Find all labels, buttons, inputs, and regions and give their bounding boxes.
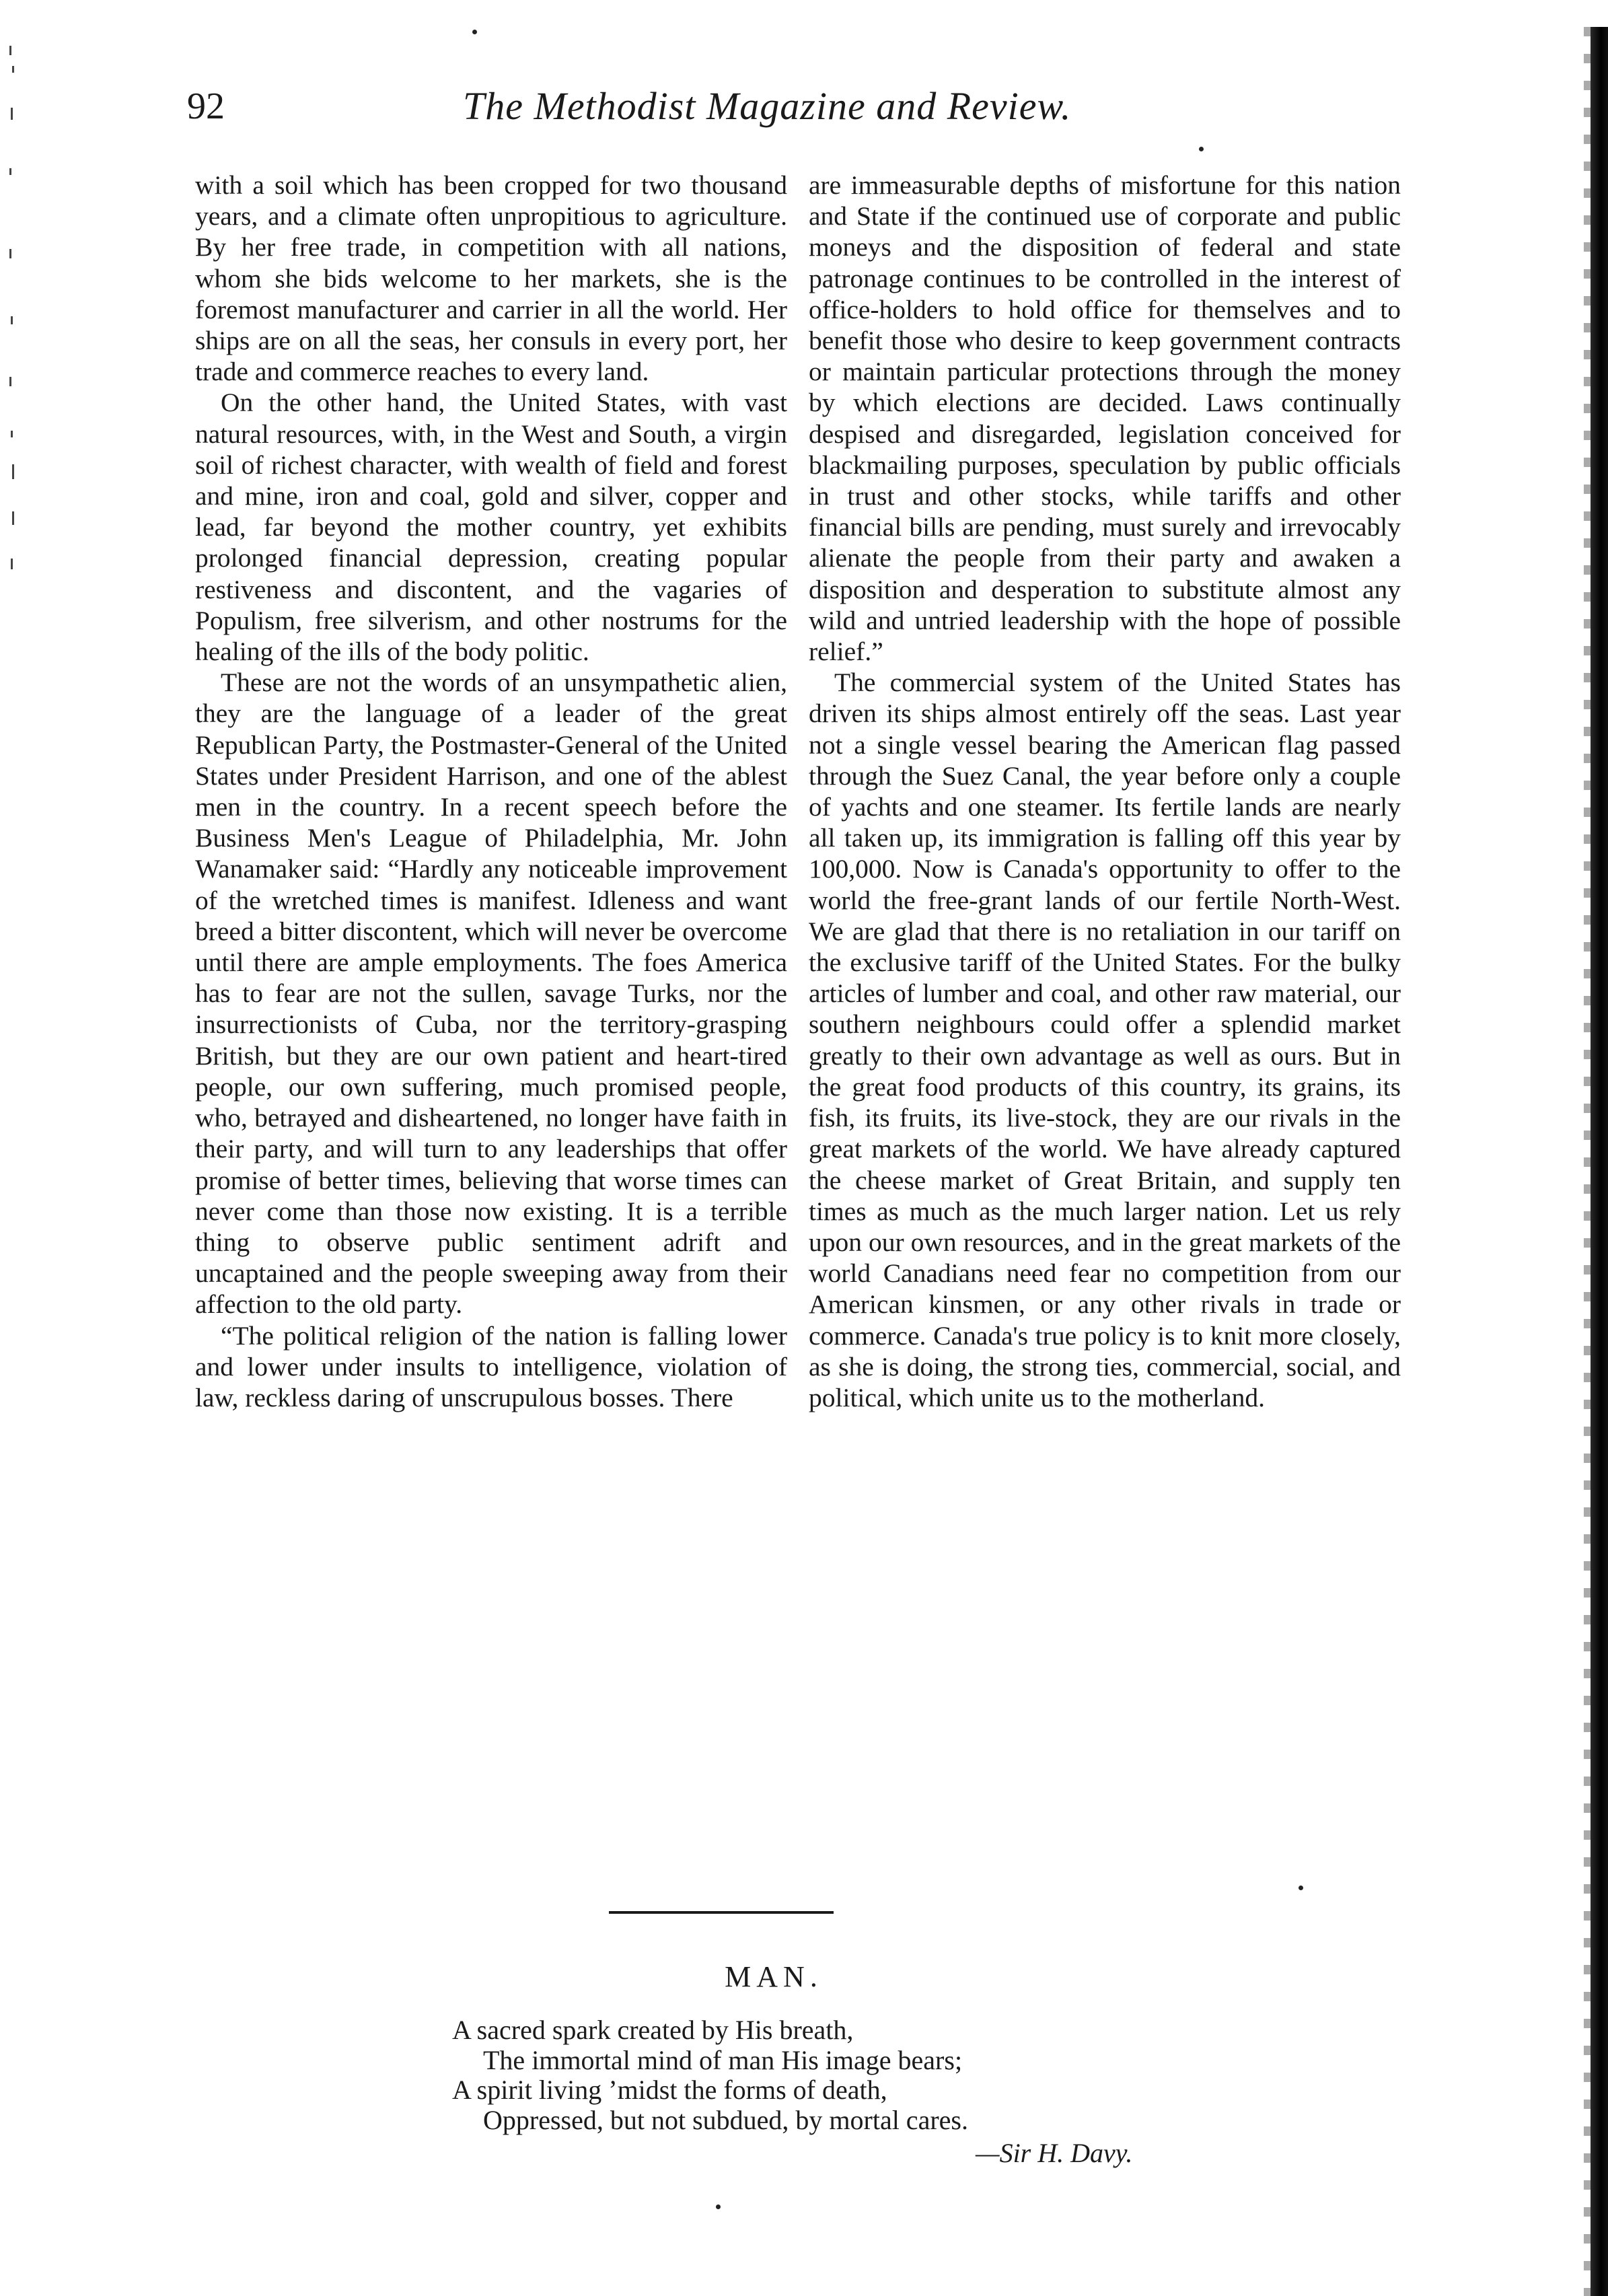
paragraph: with a soil which has been cropped for two thousand years, and a climate often unpropitious to agriculture. By her free trade, in competition with all nations, whom she bids welcome to her markets, she is the foremost manufacturer and carrier in all the world. Her ships are on all the seas, her consuls in every port, her trade and commerce reaches to every land. [195, 170, 787, 387]
running-header [187, 79, 1122, 133]
margin-speck [12, 66, 14, 73]
margin-speck [11, 316, 13, 324]
paragraph: are immeasurable depths of misfortune for this nation and State if the continued use of corporate and public moneys and the disposition of federal and state patronage continues to be controlled in the interest of office-holders to hold office for themselves and to benefit those who desire to keep government contracts or maintain particular protections through the money by which elections are decided. Laws continually despised and disregarded, legislation conceived for blackmailing purposes, speculation by public officials in trust and other stocks, while tariffs and other financial bills are pending, must surely and irrevocably alienate the people from their party and awaken a disposition and desperation to substitute almost any wild and untried leadership with the hope of possible relief.” [809, 170, 1401, 667]
margin-speck [9, 249, 11, 258]
margin-speck [11, 431, 13, 437]
poem-line: A sacred spark created by His breath, [452, 2015, 854, 2045]
poem-line: The immortal mind of man His image bears; [483, 2044, 963, 2075]
scan-dot [472, 30, 477, 34]
paragraph: The commercial system of the United States has driven its ships almost entirely off the seas. Last year not a single vessel bearing the American flag passed through the Suez Canal, the year before only a couple of yachts and one steamer. Its fertile lands are nearly all taken up, its immigration is falling off this year by 100,000. Now is Canada's opportunity to offer to the world the free-grant lands of our fertile North-West. We are glad that there is no retaliation in our tariff on the exclusive tariff of the United States. For the bulky articles of lumber and coal, and other raw material, our southern neighbours could offer a splendid market greatly to their own advantage as well as ours. But in the great food products of this country, its grains, its fish, its fruits, its live-stock, they are our rivals in the great markets of the world. We have already captured the cheese market of Great Britain, and supply ten times as much as the much larger nation. Let us rely upon our own resources, and in the great markets of the world Canadians need fear no competition from our American kinsmen, or any other rivals in trade or commerce. Canada's true policy is to knit more closely, as she is doing, the strong ties, commercial, social, and political, which unite us to the motherland. [809, 668, 1401, 1412]
margin-speck [9, 168, 11, 175]
poem-line: A spirit living ’midst the forms of death, [452, 2075, 887, 2105]
poem-title: MAN. [725, 1960, 823, 1993]
scan-dot [1199, 147, 1204, 151]
scan-edge [1591, 27, 1608, 2296]
margin-speck [12, 464, 14, 479]
margin-speck [12, 511, 14, 525]
left-column [195, 170, 787, 1413]
poem-line: Oppressed, but not subdued, by mortal cares. [483, 2104, 968, 2135]
margin-speck [11, 559, 13, 569]
section-divider [609, 1911, 834, 1914]
paragraph: “The political religion of the nation is falling lower and lower under insults to intelligence, violation of law, reckless daring of unscrupulous bosses. There [195, 1320, 787, 1412]
paragraph: On the other hand, the United States, with vast natural resources, with, in the West and South, a virgin soil of richest character, with wealth of field and forest and mine, iron and coal, gold and silver, copper and lead, far beyond the mother country, yet exhibits prolonged financial depression, creating popular restiveness and discontent, and the vagaries of Populism, free silverism, and other nostrums for the healing of the ills of the body politic. [195, 388, 787, 667]
paragraph: These are not the words of an unsympathetic alien, they are the language of a leader of the great Republican Party, the Postmaster-General of the United States under President Harrison, and one of the ablest men in the country. In a recent speech before the Business Men's League of Philadelphia, Mr. John Wanamaker said: “Hardly any noticeable improvement of the wretched times is manifest. Idleness and want breed a bitter discontent, which will never be overcome until there are ample employments. The foes America has to fear are not the sullen, savage Turks, nor the insurrectionists of Cuba, nor the territory-grasping British, but they are our own patient and heart-tired people, our own suffering, much promised people, who, betrayed and disheartened, no longer have faith in their party, and will turn to any leaderships that offer promise of better times, believing that worse times can never come than those now existing. It is a terrible thing to observe public sentiment adrift and uncaptained and the people sweeping away from their affection to the old party. [195, 668, 787, 1320]
page-number: 92 [187, 85, 225, 127]
margin-speck [9, 377, 11, 386]
right-column [809, 170, 1401, 1413]
poem-attribution: —Sir H. Davy. [976, 2138, 1133, 2168]
poem [452, 2015, 968, 2135]
scan-dot [1299, 1886, 1303, 1890]
margin-speck [11, 108, 13, 120]
running-title: The Methodist Magazine and Review. [463, 84, 1072, 128]
scan-dot [716, 2204, 721, 2209]
margin-speck [9, 46, 11, 55]
